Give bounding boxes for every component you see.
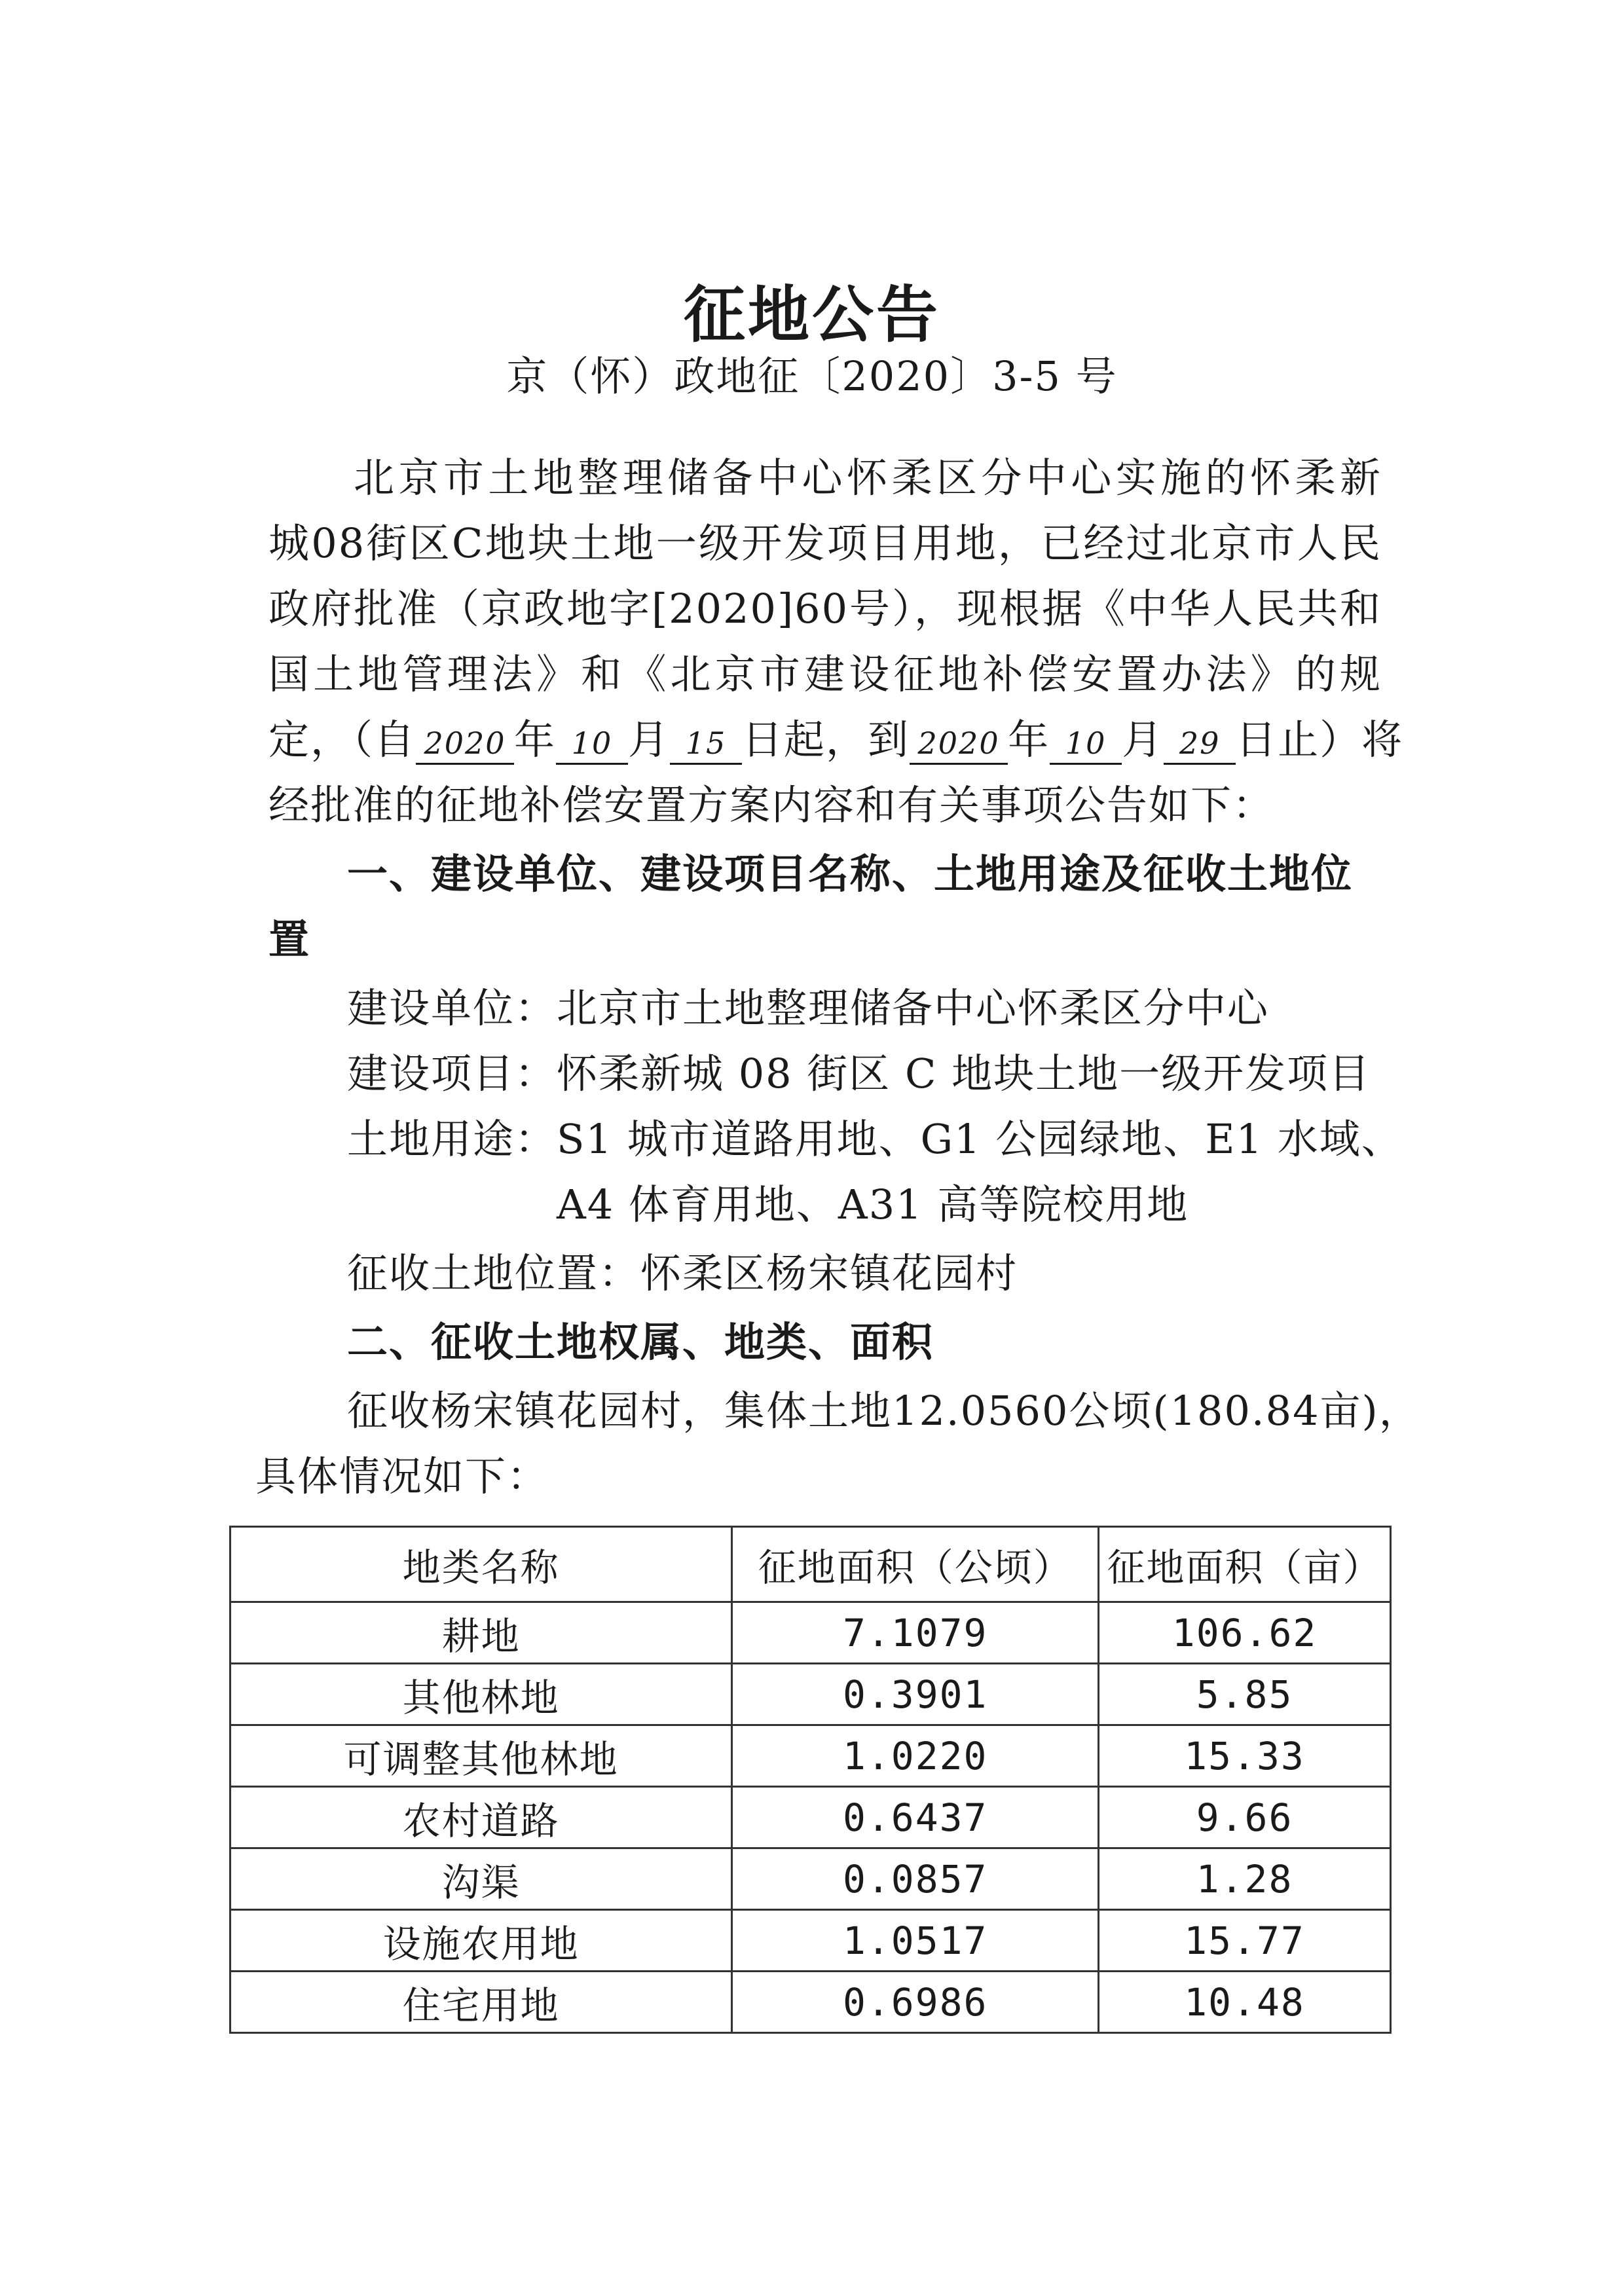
cell-category: 可调整其他林地 bbox=[231, 1725, 732, 1787]
intro-line-3: 政府批准（京政地字[2020]60号），现根据《中华人民共和 bbox=[268, 585, 1382, 633]
end-month-handwritten: 10 bbox=[1050, 724, 1122, 765]
document-number: 京（怀）政地征〔2020〕3-5 号 bbox=[506, 352, 1118, 400]
cell-hectare: 0.0857 bbox=[732, 1848, 1099, 1910]
start-month-handwritten: 10 bbox=[556, 724, 628, 765]
cell-mu: 1.28 bbox=[1099, 1848, 1391, 1910]
table-row bbox=[231, 1725, 1391, 1787]
section1-heading-line1: 一、建设单位、建设项目名称、土地用途及征收土地位 bbox=[347, 850, 1354, 898]
cell-category: 沟渠 bbox=[231, 1848, 732, 1910]
end-day-handwritten: 29 bbox=[1164, 724, 1236, 765]
table-row bbox=[231, 1602, 1391, 1664]
section2-text-line1: 征收杨宋镇花园村，集体土地12.0560公顷(180.84亩)， bbox=[347, 1387, 1421, 1435]
cell-category: 农村道路 bbox=[231, 1787, 732, 1848]
cell-category: 设施农用地 bbox=[231, 1910, 732, 1972]
cell-hectare: 0.6437 bbox=[732, 1787, 1099, 1848]
intro-line-4: 国土地管理法》和《北京市建设征地补偿安置办法》的规 bbox=[268, 650, 1382, 698]
intro-line-2: 城08街区C地块土地一级开发项目用地，已经过北京市人民 bbox=[268, 519, 1382, 567]
cell-category: 住宅用地 bbox=[231, 1972, 732, 2033]
section1-heading-line2: 置 bbox=[268, 915, 311, 963]
table-row bbox=[231, 1664, 1391, 1725]
cell-mu: 15.33 bbox=[1099, 1725, 1391, 1787]
cell-hectare: 0.6986 bbox=[732, 1972, 1099, 2033]
intro-line-1: 北京市土地整理储备中心怀柔区分中心实施的怀柔新 bbox=[354, 454, 1382, 502]
document-title: 征地公告 bbox=[683, 280, 940, 351]
intro-line-6: 经批准的征地补偿安置方案内容和有关事项公告如下： bbox=[268, 781, 1275, 829]
land-location: 征收土地位置：怀柔区杨宋镇花园村 bbox=[347, 1249, 1018, 1297]
table-row bbox=[231, 1910, 1391, 1972]
construction-unit: 建设单位：北京市土地整理储备中心怀柔区分中心 bbox=[347, 984, 1270, 1032]
cell-hectare: 7.1079 bbox=[732, 1602, 1099, 1664]
end-year-handwritten: 2020 bbox=[910, 724, 1008, 765]
start-day-handwritten: 15 bbox=[670, 724, 742, 765]
land-use-line2: A4 体育用地、A31 高等院校用地 bbox=[557, 1181, 1189, 1228]
header-area-hectare: 征地面积（公顷） bbox=[732, 1527, 1099, 1602]
cell-category: 耕地 bbox=[231, 1602, 732, 1664]
header-area-mu: 征地面积（亩） bbox=[1099, 1527, 1391, 1602]
cell-hectare: 1.0220 bbox=[732, 1725, 1099, 1787]
cell-hectare: 1.0517 bbox=[732, 1910, 1099, 1972]
intro-line-5: 定，（自 2020 年 10 月 15 日起，到 2020 年 10 月 29 日止）将 bbox=[268, 716, 1404, 763]
cell-mu: 15.77 bbox=[1099, 1910, 1391, 1972]
table-row bbox=[231, 1787, 1391, 1848]
cell-hectare: 0.3901 bbox=[732, 1664, 1099, 1725]
cell-mu: 9.66 bbox=[1099, 1787, 1391, 1848]
table-row bbox=[231, 1972, 1391, 2033]
cell-category: 其他林地 bbox=[231, 1664, 732, 1725]
cell-mu: 106.62 bbox=[1099, 1602, 1391, 1664]
section2-text-line2: 具体情况如下： bbox=[255, 1452, 549, 1500]
construction-project: 建设项目：怀柔新城 08 街区 C 地块土地一级开发项目 bbox=[347, 1050, 1371, 1097]
section2-heading: 二、征收土地权属、地类、面积 bbox=[347, 1318, 934, 1366]
header-category: 地类名称 bbox=[231, 1527, 732, 1602]
land-use-line1: 土地用途：S1 城市道路用地、G1 公园绿地、E1 水域、 bbox=[347, 1115, 1403, 1163]
start-year-handwritten: 2020 bbox=[416, 724, 514, 765]
table-row bbox=[231, 1848, 1391, 1910]
land-category-table bbox=[229, 1526, 1392, 2034]
cell-mu: 5.85 bbox=[1099, 1664, 1391, 1725]
cell-mu: 10.48 bbox=[1099, 1972, 1391, 2033]
table-header-row bbox=[231, 1527, 1391, 1602]
